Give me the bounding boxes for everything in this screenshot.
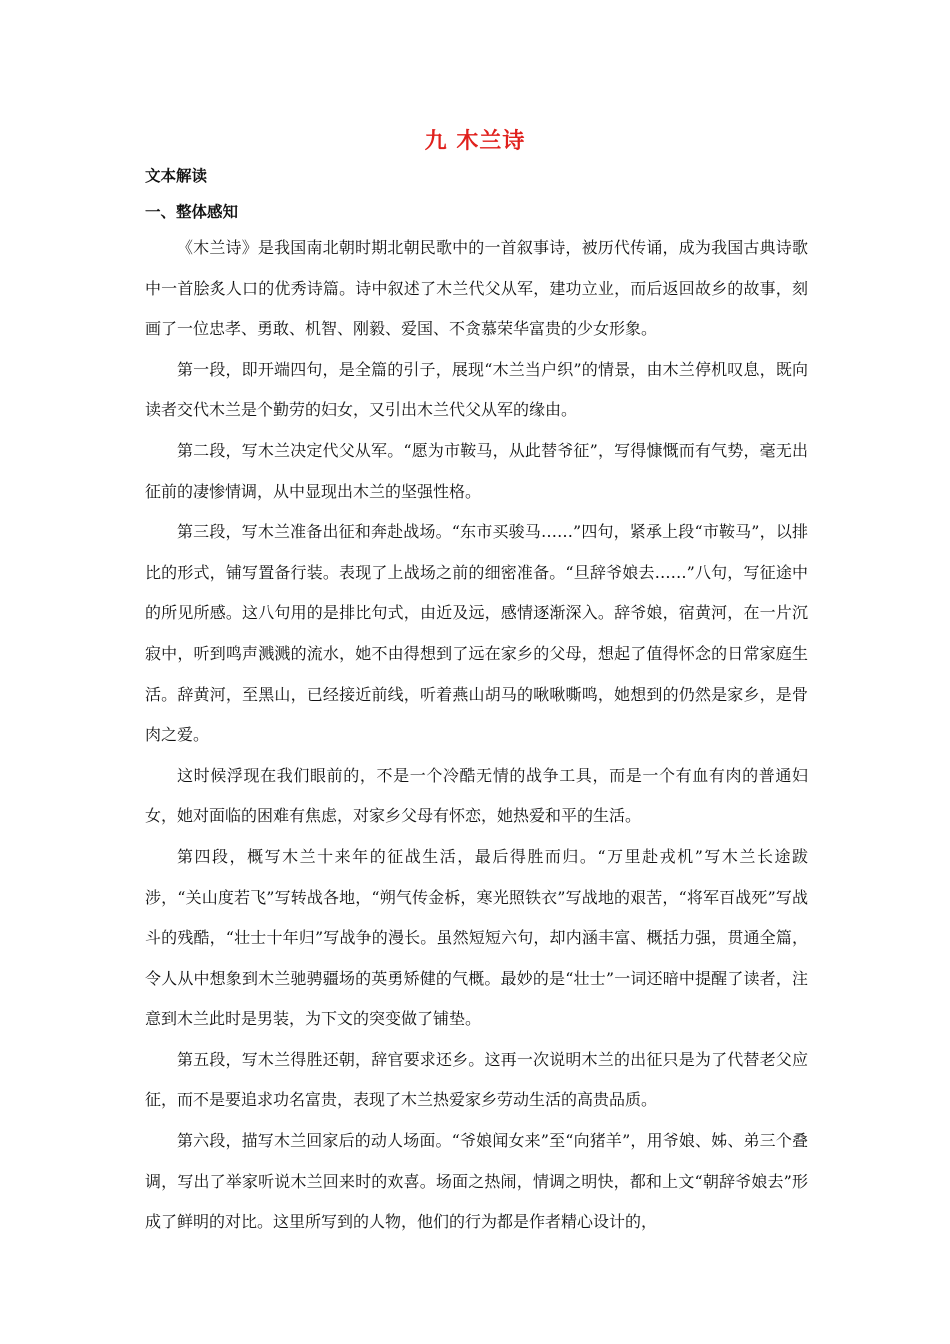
- page-title: 九 木兰诗: [424, 128, 526, 154]
- paragraph: 第二段，写木兰决定代父从军。“愿为市鞍马，从此替爷征”，写得慷慨而有气势，毫无出征前的凄惨情调，从中显现出木兰的坚强性格。: [145, 440, 808, 501]
- section-heading: 文本解读: [145, 167, 208, 185]
- body-text: [145, 228, 808, 1243]
- paragraph: 第五段，写木兰得胜还朝，辞官要求还乡。这再一次说明木兰的出征只是为了代替老父应征，而不是要追求功名富贵，表现了木兰热爱家乡劳动生活的高贵品质。: [145, 1049, 808, 1110]
- paragraph: 这时候浮现在我们眼前的，不是一个冷酷无情的战争工具，而是一个有血有肉的普通妇女，她对面临的困难有焦虑，对家乡父母有怀恋，她热爱和平的生活。: [145, 765, 808, 826]
- paragraph: 第四段，概写木兰十来年的征战生活，最后得胜而归。“万里赴戎机”写木兰长途跋涉，“关山度若飞”写转战各地，“朔气传金柝，寒光照铁衣”写战地的艰苦，“将军百战死”写战斗的残酷，“壮士十年归”写战争的漫长。虽然短短六句，却内涵丰富、概括力强，贯通全篇，令人从中想象到木兰驰骋疆场的英勇矫健的气概。最妙的是“壮士”一词还暗中提醒了读者，注意到木兰此时是男装，为下文的突变做了铺垫。: [145, 846, 808, 1029]
- paragraph: 《木兰诗》是我国南北朝时期北朝民歌中的一首叙事诗，被历代传诵，成为我国古典诗歌中一首脍炙人口的优秀诗篇。诗中叙述了木兰代父从军，建功立业，而后返回故乡的故事，刻画了一位忠孝、勇敢、机智、刚毅、爱国、不贪慕荣华富贵的少女形象。: [145, 238, 808, 339]
- paragraph: 第六段，描写木兰回家后的动人场面。“爷娘闻女来”至“向猪羊”，用爷娘、姊、弟三个叠调，写出了举家听说木兰回来时的欢喜。场面之热闹，情调之明快，都和上文“朝辞爷娘去”形成了鲜明的对比。这里所写到的人物，他们的行为都是作者精心设计的，: [145, 1131, 808, 1232]
- paragraph: 第一段，即开端四句，是全篇的引子，展现“木兰当户织”的情景，由木兰停机叹息，既向读者交代木兰是个勤劳的妇女，又引出木兰代父从军的缘由。: [145, 359, 808, 420]
- paragraph: 第三段，写木兰准备出征和奔赴战场。“东市买骏马……”四句，紧承上段“市鞍马”，以排比的形式，铺写置备行装。表现了上战场之前的细密准备。“旦辞爷娘去……”八句，写征途中的所见所感。这八句用的是排比句式，由近及远，感情逐渐深入。辞爷娘，宿黄河，在一片沉寂中，听到鸣声溅溅的流水，她不由得想到了远在家乡的父母，想起了值得怀念的日常家庭生活。辞黄河，至黑山，已经接近前线，听着燕山胡马的啾啾嘶鸣，她想到的仍然是家乡，是骨肉之爱。: [145, 522, 808, 745]
- subsection-heading: 一、整体感知: [145, 203, 239, 221]
